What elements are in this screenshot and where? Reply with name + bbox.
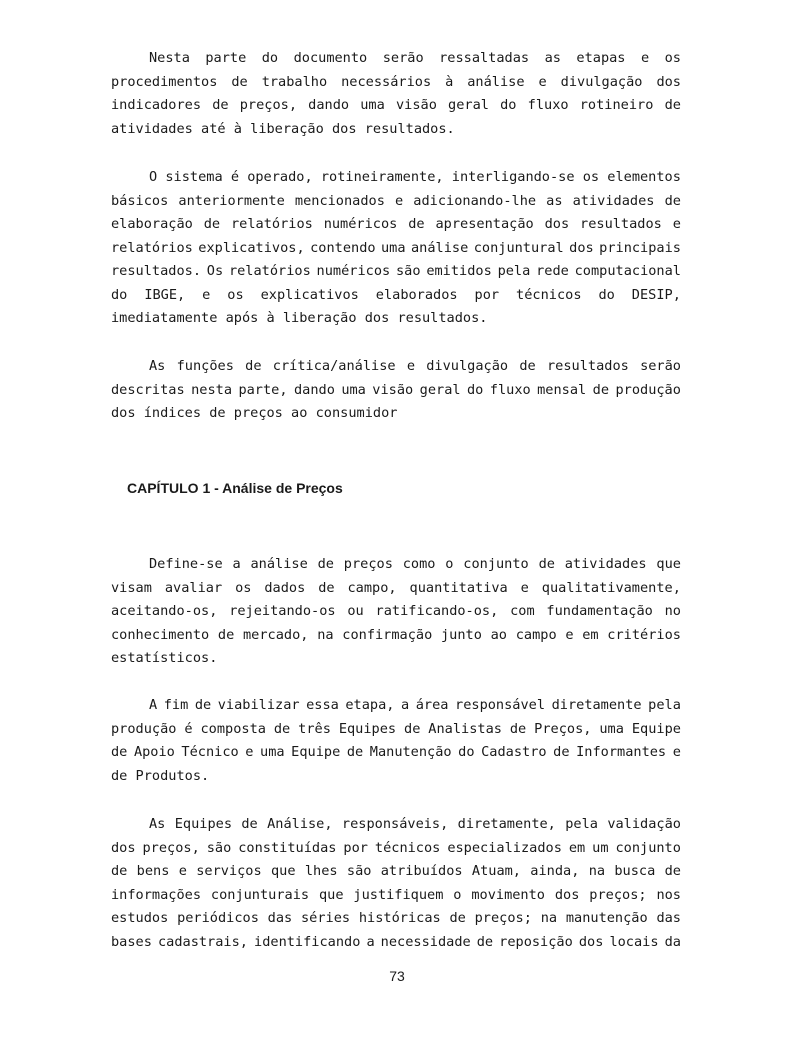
text-line: básicos anteriormente mencionados e adicionando-lhe as atividades de [111, 192, 681, 209]
chapter-heading: CAPÍTULO 1 - Análise de Preços [127, 480, 343, 496]
text-line: produção é composta de três Equipes de Analistas de Preços, uma Equipe [111, 720, 681, 737]
text-line: As Equipes de Análise, responsáveis, diretamente, pela validação [149, 816, 681, 832]
text-line: conhecimento de mercado, na confirmação junto ao campo e em critérios [111, 626, 681, 643]
text-line: resultados. Os relatórios numéricos são emitidos pela rede computacional [111, 263, 681, 279]
text-line: estudos periódicos das séries históricas de preços; na manutenção das [111, 910, 681, 926]
paragraph-analysis-teams [111, 813, 681, 954]
text-line: atividades até à liberação dos resultados. [111, 120, 455, 137]
text-line: Nesta parte do documento serão ressaltadas as etapas e os [149, 50, 681, 66]
text-line: As funções de crítica/análise e divulgação de resultados serão [149, 358, 681, 374]
paragraph-system [111, 166, 681, 331]
text-line: A fim de viabilizar essa etapa, a área responsável diretamente pela [149, 697, 681, 713]
text-line: imediatamente após à liberação dos resultados. [111, 310, 488, 326]
text-line: de Apoio Técnico e uma Equipe de Manutenção do Cadastro de Informantes e [111, 744, 681, 760]
text-line: O sistema é operado, rotineiramente, interligando-se os elementos [149, 169, 681, 185]
text-line: visam avaliar os dados de campo, quantitativa e qualitativamente, [111, 579, 681, 596]
text-line: de Produtos. [111, 767, 210, 784]
page-number: 73 [389, 968, 405, 984]
text-line: Define-se a análise de preços como o conjunto de atividades que [149, 556, 681, 572]
text-line: aceitando-os, rejeitando-os ou ratificando-os, com fundamentação no [111, 603, 681, 619]
text-line: informações conjunturais que justifiquem o movimento dos preços; nos [111, 886, 681, 903]
paragraph-definition [111, 553, 681, 671]
text-line: elaboração de relatórios numéricos de apresentação dos resultados e [111, 216, 681, 232]
text-line: dos preços, são constituídas por técnicos especializados em um conjunto [111, 839, 681, 856]
paragraph-teams [111, 694, 681, 788]
text-line: descritas nesta parte, dando uma visão geral do fluxo mensal de produção [111, 381, 681, 398]
text-line: relatórios explicativos, contendo uma análise conjuntural dos principais [111, 239, 681, 256]
text-line: estatísticos. [111, 650, 218, 666]
text-line: bases cadastrais, identificando a necessidade de reposição dos locais da [111, 933, 681, 950]
text-line: dos índices de preços ao consumidor [111, 405, 398, 421]
text-line: de bens e serviços que lhes são atribuídos Atuam, ainda, na busca de [111, 863, 681, 879]
text-line: procedimentos de trabalho necessários à análise e divulgação dos [111, 73, 681, 90]
paragraph-functions [111, 355, 681, 426]
text-line: do IBGE, e os explicativos elaborados por técnicos do DESIP, [111, 286, 681, 303]
text-line: indicadores de preços, dando uma visão geral do fluxo rotineiro de [111, 97, 681, 113]
paragraph-intro [111, 47, 681, 141]
